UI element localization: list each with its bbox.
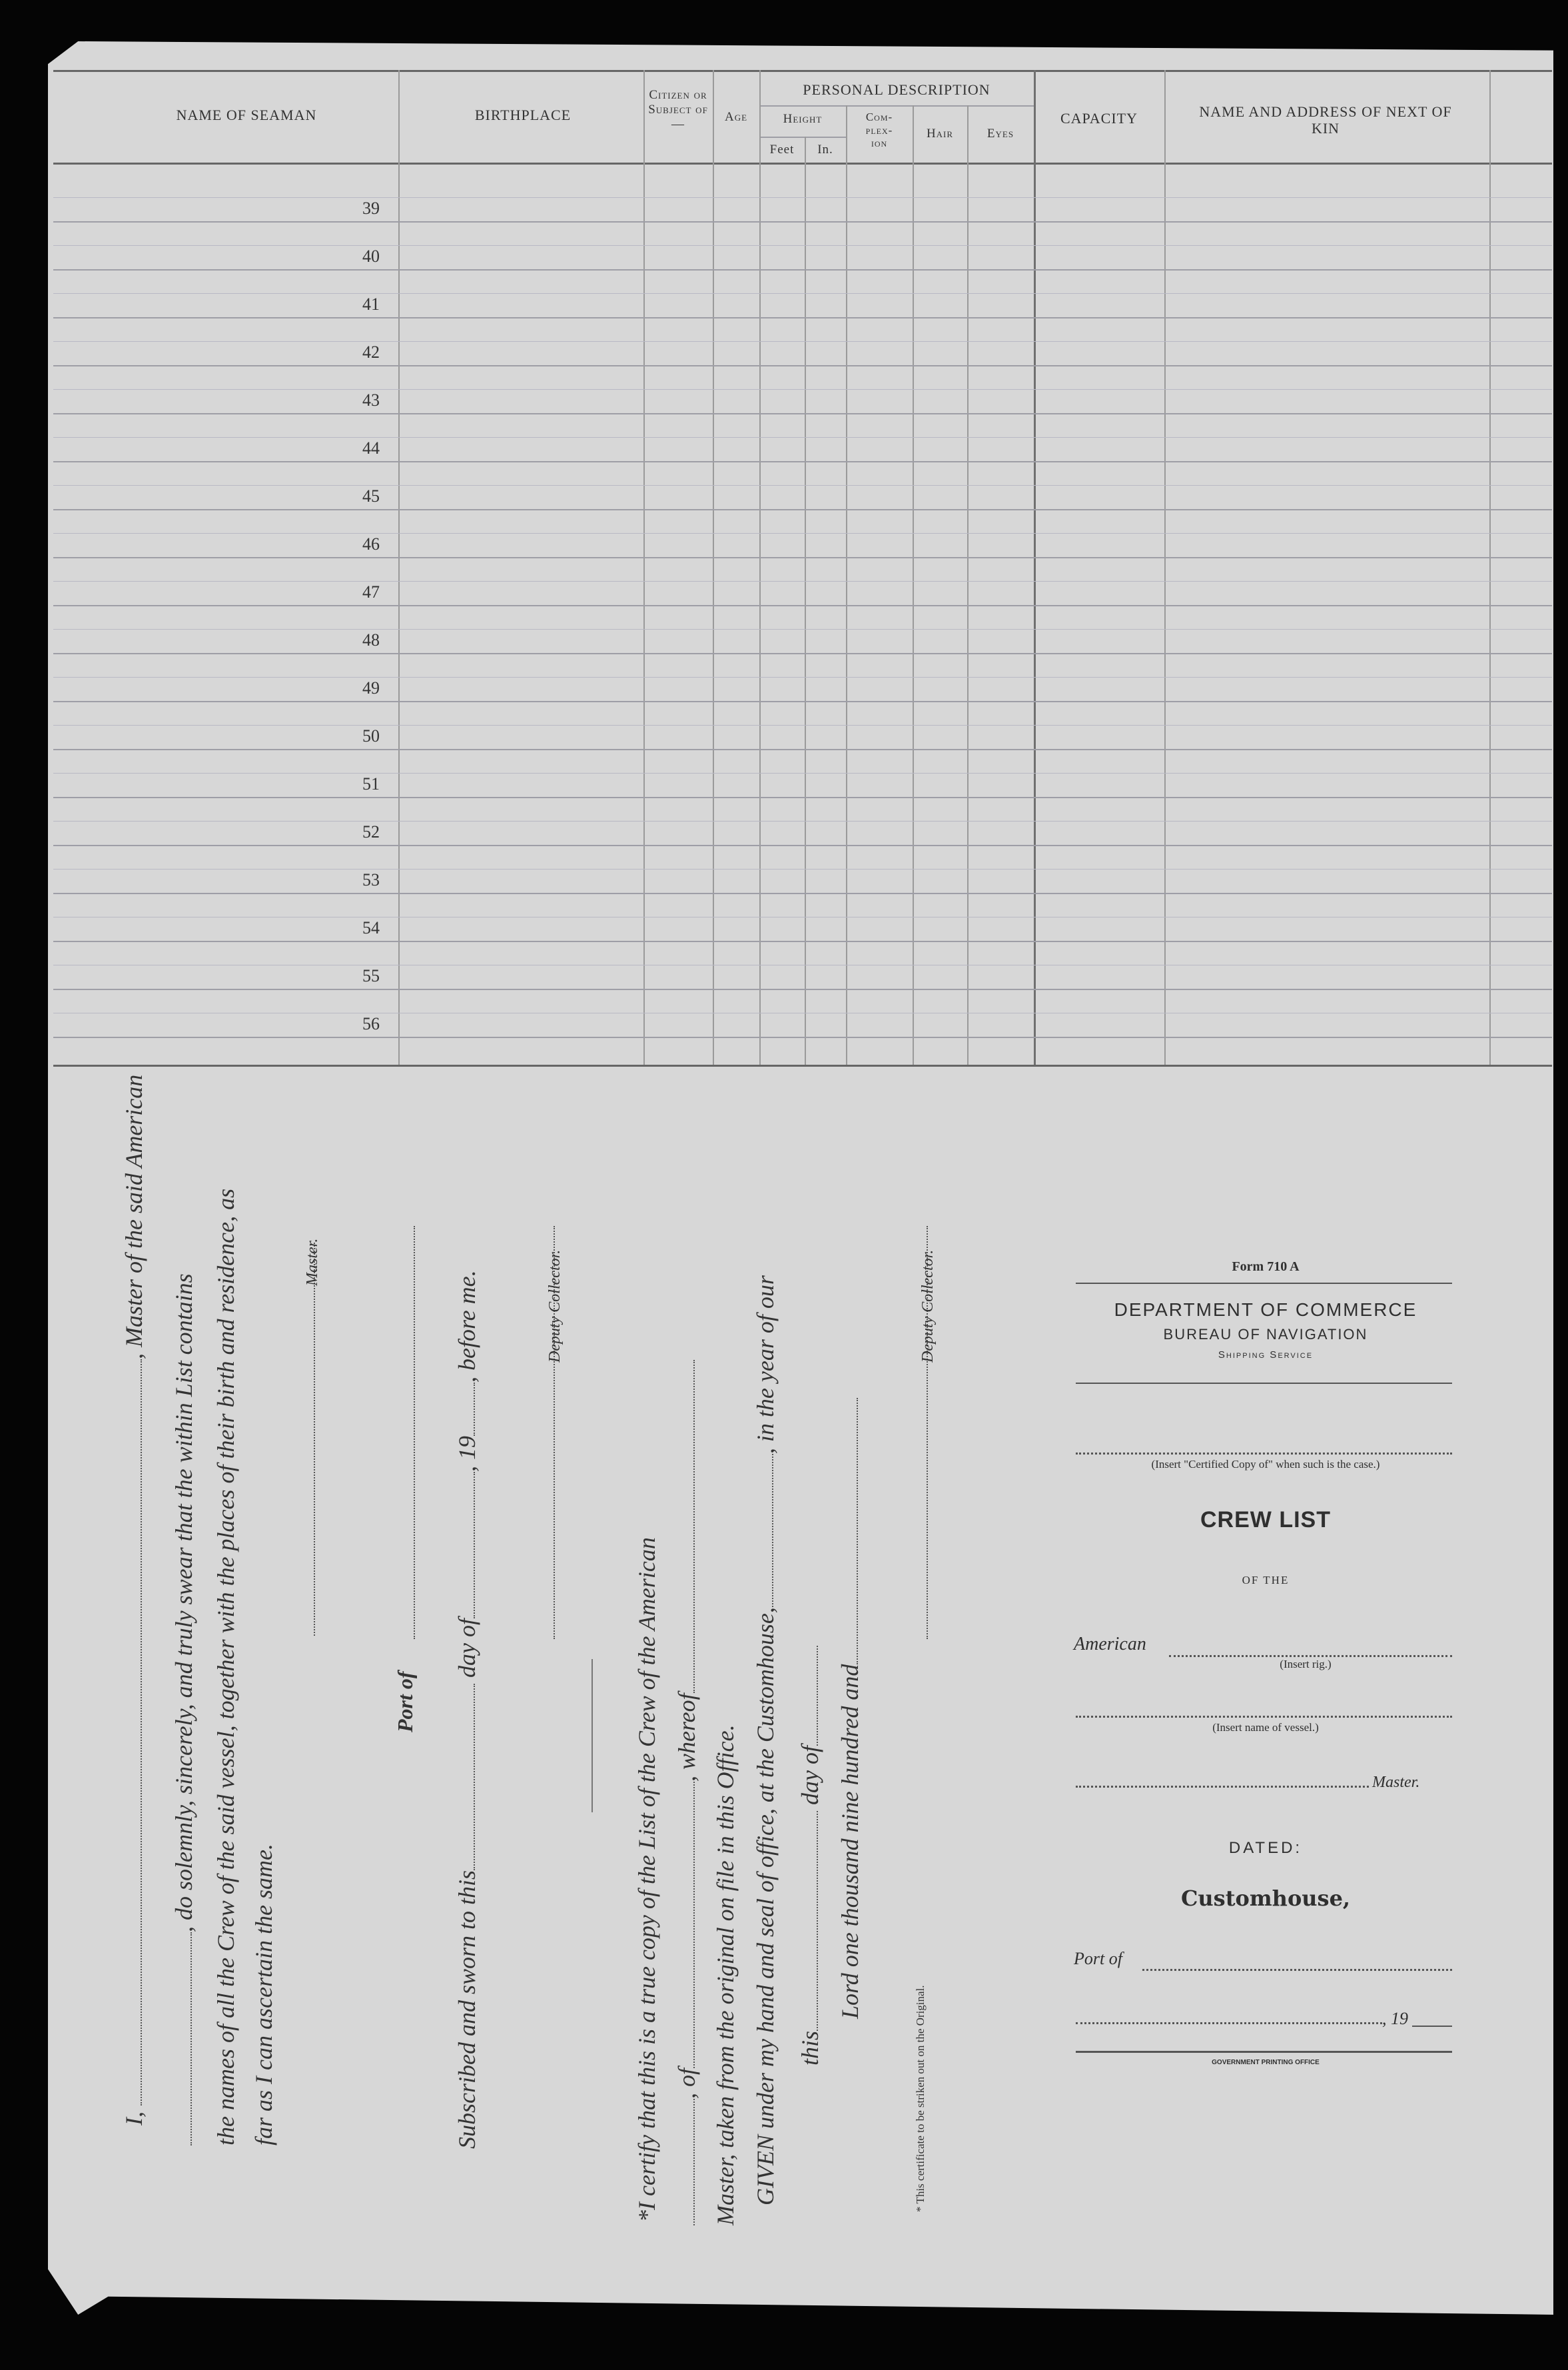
row-rule xyxy=(53,893,1552,894)
row-number: 50 xyxy=(362,726,380,746)
row-number: 39 xyxy=(362,199,380,218)
before-me-text: , before me. xyxy=(454,1270,480,1383)
row-number: 44 xyxy=(362,438,380,458)
row-guide xyxy=(53,437,1552,438)
row-number: 43 xyxy=(362,390,380,410)
customhouse-label: Customhouse, xyxy=(1180,1886,1351,1911)
row-rule xyxy=(53,317,1552,318)
port-blank xyxy=(393,1226,421,1639)
cover-rule xyxy=(1076,1283,1452,1284)
row-number: 53 xyxy=(362,870,380,889)
oath-port-of: Port of xyxy=(393,1671,417,1732)
header-eyes: Eyes xyxy=(986,127,1014,141)
oath-deputy-collector: Deputy Collector. xyxy=(546,1249,564,1363)
header-complexion: Com- plex- ion xyxy=(865,111,893,150)
cert-line-2 xyxy=(673,1360,701,2225)
oath-line-2 xyxy=(170,1273,198,2145)
cover-bottom-rule xyxy=(1076,2051,1452,2053)
col-line xyxy=(913,105,914,1065)
cert-line-3: Master, taken from the original on file in this Office. xyxy=(712,1724,739,2225)
port-name-blank[interactable] xyxy=(414,1226,415,1639)
day-blank[interactable] xyxy=(474,1684,475,1870)
row-guide xyxy=(53,677,1552,678)
insert-vessel-note: (Insert name of vessel.) xyxy=(1212,1721,1319,1734)
header-personal-description: PERSONAL DESCRIPTION xyxy=(803,81,990,98)
oath-line-3: the names of all the Crew of the said vessel, together with the places of their birth and residence, as xyxy=(212,1188,239,2145)
american-label: American xyxy=(1074,1634,1146,1654)
insert-rig-note: (Insert rig.) xyxy=(1280,1658,1332,1670)
month-blank[interactable] xyxy=(474,1472,475,1618)
row-rule xyxy=(53,797,1552,798)
cert-deputy-collector: Deputy Collector. xyxy=(919,1249,937,1363)
row-number: 51 xyxy=(362,774,380,794)
oath-line1-suffix: , Master of the said American xyxy=(121,1074,147,1359)
year-label: , 19 xyxy=(1382,2009,1408,2028)
oath-line-1 xyxy=(120,1075,148,2125)
header-capacity: CAPACITY xyxy=(1060,110,1138,127)
col-line xyxy=(805,137,806,1065)
col-line xyxy=(846,105,847,1065)
master-name-blank[interactable] xyxy=(141,1359,142,2105)
cert-line-5 xyxy=(796,1646,824,2066)
form-number: Form 710 A xyxy=(1232,1259,1300,1274)
row-rule xyxy=(53,653,1552,654)
oath-line2-text: , do solemnly, sincerely, and truly swear that the within List contains xyxy=(171,1273,197,1932)
row-number: 41 xyxy=(362,295,380,314)
row-guide xyxy=(53,629,1552,630)
row-number: 52 xyxy=(362,822,380,842)
row-rule xyxy=(53,941,1552,942)
row-rule xyxy=(53,605,1552,606)
header-name-of-seaman: NAME OF SEAMAN xyxy=(176,107,317,123)
height-rule xyxy=(759,137,846,138)
row-guide xyxy=(53,533,1552,534)
vessel-blank[interactable] xyxy=(693,2099,695,2225)
row-number: 46 xyxy=(362,534,380,554)
of-the-text: OF THE xyxy=(1242,1574,1290,1586)
row-guide xyxy=(53,821,1552,822)
row-number: 56 xyxy=(362,1014,380,1033)
row-guide xyxy=(53,389,1552,390)
col-line xyxy=(1164,70,1166,1065)
row-rule xyxy=(53,365,1552,366)
cert-year-blank[interactable] xyxy=(857,1398,858,1664)
cert-this: this xyxy=(797,2030,823,2066)
certified-note: (Insert "Certified Copy of" when such is the case.) xyxy=(1151,1458,1380,1471)
oath-i: I, xyxy=(121,2111,147,2125)
header-citizen: Citizen or Subject of— xyxy=(648,88,708,131)
header-hair: Hair xyxy=(926,127,954,141)
col-line xyxy=(967,105,969,1065)
row-number: 49 xyxy=(362,678,380,698)
col-line xyxy=(1489,70,1491,1065)
row-rule xyxy=(53,509,1552,510)
cert-year-of-our: , in the year of our xyxy=(752,1275,779,1455)
date-field[interactable] xyxy=(1076,2022,1382,2024)
row-guide xyxy=(53,725,1552,726)
cert-footnote: * This certificate to be striken out on the Original. xyxy=(914,1985,927,2212)
header-bottom-border xyxy=(53,163,1552,165)
row-number: 55 xyxy=(362,966,380,985)
master-blank[interactable] xyxy=(693,1360,695,1693)
department-title: DEPARTMENT OF COMMERCE xyxy=(1114,1299,1417,1320)
header-feet: Feet xyxy=(769,143,795,157)
master-field[interactable] xyxy=(1076,1786,1369,1788)
rig-field[interactable] xyxy=(1169,1655,1452,1657)
oath-subscribed-line xyxy=(453,1270,481,2149)
cover-rule-2 xyxy=(1076,1383,1452,1384)
row-rule xyxy=(53,701,1552,702)
header-age: Age xyxy=(724,110,748,124)
row-rule xyxy=(53,221,1552,223)
cert-day-of: day of xyxy=(797,1746,823,1805)
row-guide xyxy=(53,485,1552,486)
personal-description-rule xyxy=(759,105,1034,107)
cert-day-blank[interactable] xyxy=(817,1811,818,2031)
dated-label: DATED: xyxy=(1228,1839,1303,1857)
row-rule xyxy=(53,557,1552,558)
oath-line-4: far as I can ascertain the same. xyxy=(250,1844,277,2145)
port-field[interactable] xyxy=(1142,1969,1452,1971)
customhouse-blank[interactable] xyxy=(772,1454,773,1607)
table-top-border xyxy=(53,70,1552,72)
cert-given: GIVEN under my hand and seal of office, at the Customhouse, xyxy=(752,1607,779,2205)
vessel-name-blank[interactable] xyxy=(191,1932,192,2145)
row-rule xyxy=(53,269,1552,271)
cert-line-6 xyxy=(836,1398,864,2019)
row-guide xyxy=(53,245,1552,246)
row-rule xyxy=(53,845,1552,846)
header-birthplace: BIRTHPLACE xyxy=(474,107,572,123)
day-of-text: day of xyxy=(454,1618,480,1678)
col-line xyxy=(643,70,645,1065)
row-number: 47 xyxy=(362,582,380,602)
year-field xyxy=(1412,2026,1452,2027)
master-signature-blank[interactable] xyxy=(314,1243,315,1636)
row-guide xyxy=(53,341,1552,342)
col-line xyxy=(1034,70,1036,1065)
subscribed-text: Subscribed and sworn to this xyxy=(454,1870,480,2149)
col-line xyxy=(759,70,761,1065)
row-number: 42 xyxy=(362,342,380,362)
header-inches: In. xyxy=(817,143,833,157)
cert-line-1: *I certify that this is a true copy of the List of the Crew of the American xyxy=(633,1537,660,2222)
port-blank[interactable] xyxy=(693,1782,695,2068)
row-number: 54 xyxy=(362,918,380,937)
oath-master-label: Master. xyxy=(304,1238,321,1286)
table-bottom-border xyxy=(53,1065,1552,1067)
bureau-title: BUREAU OF NAVIGATION xyxy=(1163,1326,1368,1343)
row-rule xyxy=(53,989,1552,990)
cert-whereof: , whereof xyxy=(673,1693,700,1782)
col-line xyxy=(713,70,714,1065)
oath-master-signature xyxy=(293,1243,321,1636)
header-next-of-kin: NAME AND ADDRESS OF NEXT OF KIN xyxy=(1199,103,1452,137)
header-height: Height xyxy=(783,112,823,126)
vessel-name-field[interactable] xyxy=(1076,1716,1452,1718)
row-rule xyxy=(53,461,1552,462)
col-line xyxy=(398,70,400,1065)
port-of-label: Port of xyxy=(1074,1949,1122,1968)
cert-lord: Lord one thousand nine hundred and xyxy=(837,1664,863,2019)
row-guide xyxy=(53,197,1552,198)
row-rule xyxy=(53,413,1552,414)
seal-rule xyxy=(591,1659,593,1812)
row-number: 48 xyxy=(362,630,380,650)
printer-line: GOVERNMENT PRINTING OFFICE xyxy=(1212,2059,1320,2066)
row-rule xyxy=(53,1037,1552,1038)
cert-of: , of xyxy=(673,2068,700,2099)
certified-copy-field[interactable] xyxy=(1076,1453,1452,1455)
row-number: 45 xyxy=(362,486,380,506)
row-guide xyxy=(53,293,1552,294)
cert-month-blank[interactable] xyxy=(817,1646,818,1746)
row-number: 40 xyxy=(362,247,380,266)
crew-list-title: CREW LIST xyxy=(1200,1507,1331,1532)
master-label: Master. xyxy=(1372,1774,1420,1791)
cert-line-4 xyxy=(751,1275,779,2205)
service-title: Shipping Service xyxy=(1218,1349,1314,1361)
row-guide xyxy=(53,581,1552,582)
row-rule xyxy=(53,749,1552,750)
row-guide xyxy=(53,869,1552,870)
year-prefix: , 19 xyxy=(454,1435,480,1472)
year-blank[interactable] xyxy=(474,1383,475,1436)
row-guide xyxy=(53,773,1552,774)
